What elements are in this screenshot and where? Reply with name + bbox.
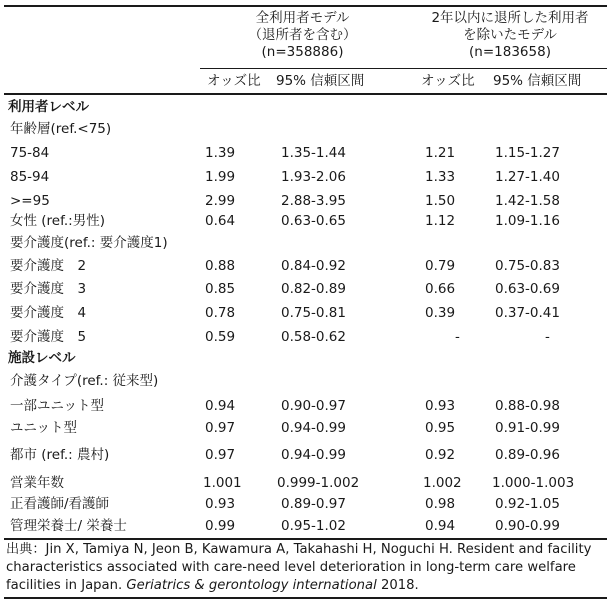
row-label: 正看護師/看護師 — [10, 496, 110, 512]
odds-ratio-1: 0.59 — [205, 329, 236, 345]
group1-title: 全利用者モデル — [255, 10, 350, 26]
citation-year: 2018. — [376, 578, 419, 593]
odds-ratio-2: 0.95 — [425, 420, 456, 436]
row-label: >=95 — [10, 193, 50, 209]
row-label: 要介護度(ref.: 要介護度1) — [10, 235, 168, 251]
ci-1: 0.94-0.99 — [281, 447, 346, 463]
source-citation — [6, 541, 606, 595]
odds-ratio-1: 0.97 — [205, 447, 236, 463]
odds-ratio-1: 0.99 — [205, 518, 236, 534]
row-label: 75-84 — [10, 145, 50, 161]
odds-ratio-1: 0.78 — [205, 305, 236, 321]
group1-n: (n=358886) — [261, 44, 344, 60]
odds-ratio-2: 0.98 — [425, 496, 456, 512]
group2-header — [415, 10, 605, 61]
ci-1: 0.90-0.97 — [281, 398, 346, 414]
odds-ratio-2: 1.12 — [425, 213, 456, 229]
ci-1: 0.94-0.99 — [281, 420, 346, 436]
ci-2: 0.89-0.96 — [495, 447, 560, 463]
ci-1: 0.95-1.02 — [281, 518, 346, 534]
odds-ratio-2: 0.39 — [425, 305, 456, 321]
ci-2: 0.37-0.41 — [495, 305, 560, 321]
odds-ratio-2: 1.21 — [425, 145, 456, 161]
row-label: 要介護度 5 — [10, 329, 87, 345]
ci-2: 1.09-1.16 — [495, 213, 560, 229]
odds-ratio-2: 1.50 — [425, 193, 456, 209]
citation-journal: Geriatrics & gerontology international — [126, 578, 377, 593]
ci-1: 0.58-0.62 — [281, 329, 346, 345]
odds-ratio-1: 1.99 — [205, 169, 236, 185]
ci-2: 1.15-1.27 — [495, 145, 560, 161]
odds-ratio-1: 0.93 — [205, 496, 236, 512]
row-label: 介護タイプ(ref.: 従来型) — [10, 373, 159, 389]
row-label: 要介護度 2 — [10, 258, 87, 274]
col-ci-1: 95% 信頼区間 — [276, 73, 365, 89]
odds-ratio-1: 0.94 — [205, 398, 236, 414]
ci-1: 0.75-0.81 — [281, 305, 346, 321]
row-label: 年齢層(ref.<75) — [10, 121, 112, 137]
odds-ratio-1: 1.001 — [203, 475, 242, 491]
row-label: ユニット型 — [10, 420, 77, 436]
row-label: 営業年数 — [10, 475, 64, 491]
ci-2: 0.90-0.99 — [495, 518, 560, 534]
group1-subtitle: （退所者を含む） — [248, 27, 357, 43]
section-facility-level: 施設レベル — [8, 350, 76, 366]
col-odds-1: オッズ比 — [207, 73, 261, 89]
odds-ratio-1: 1.39 — [205, 145, 236, 161]
odds-ratio-2: 1.002 — [423, 475, 462, 491]
ci-1: 0.84-0.92 — [281, 258, 346, 274]
ci-1: 0.999-1.002 — [277, 475, 360, 491]
ci-1: 1.35-1.44 — [281, 145, 346, 161]
ci-2: 0.92-1.05 — [495, 496, 560, 512]
ci-1: 1.93-2.06 — [281, 169, 346, 185]
row-label: 要介護度 3 — [10, 281, 87, 297]
ci-1: 2.88-3.95 — [281, 193, 346, 209]
row-label: 都市 (ref.: 農村) — [10, 447, 110, 463]
odds-ratio-2: 1.33 — [425, 169, 456, 185]
odds-ratio-2: 0.94 — [425, 518, 456, 534]
ci-2: 1.27-1.40 — [495, 169, 560, 185]
odds-ratio-1: 0.97 — [205, 420, 236, 436]
row-label: 女性 (ref.:男性) — [10, 213, 105, 229]
citation-text: 出典：Jin X, Tamiya N, Jeon B, Kawamura A, Takahashi H, Noguchi H. Resident and facility characteristics associated with care-need level deterioration in long-term care welfare facilities in Japan. — [6, 542, 592, 593]
ci-2: 1.000-1.003 — [492, 475, 575, 491]
odds-ratio-1: 0.64 — [205, 213, 236, 229]
row-label: 管理栄養士/ 栄養士 — [10, 518, 127, 534]
section-user-level: 利用者レベル — [8, 99, 89, 115]
header-mid-rule — [200, 68, 607, 69]
row-label: 85-94 — [10, 169, 50, 185]
group2-subtitle: を除いたモデル — [463, 27, 557, 43]
ci-1: 0.63-0.65 — [281, 213, 346, 229]
ci-2: 0.63-0.69 — [495, 281, 560, 297]
group2-n: (n=183658) — [469, 44, 551, 60]
col-odds-2: オッズ比 — [421, 73, 475, 89]
odds-ratio-2: 0.93 — [425, 398, 456, 414]
ci-2: - — [545, 329, 550, 345]
odds-ratio-2: - — [455, 329, 460, 345]
row-label: 要介護度 4 — [10, 305, 87, 321]
odds-ratio-2: 0.92 — [425, 447, 456, 463]
col-ci-2: 95% 信頼区間 — [493, 73, 582, 89]
ci-2: 0.91-0.99 — [495, 420, 560, 436]
odds-ratio-1: 0.88 — [205, 258, 236, 274]
group1-header — [205, 10, 400, 61]
odds-ratio-1: 0.85 — [205, 281, 236, 297]
ci-1: 0.82-0.89 — [281, 281, 346, 297]
row-label: 一部ユニット型 — [10, 398, 104, 414]
ci-2: 0.75-0.83 — [495, 258, 560, 274]
odds-ratio-2: 0.79 — [425, 258, 456, 274]
ci-1: 0.89-0.97 — [281, 496, 346, 512]
group2-title: 2年以内に退所した利用者 — [431, 10, 589, 26]
ci-2: 0.88-0.98 — [495, 398, 560, 414]
header-bottom-rule — [4, 93, 607, 95]
top-rule — [4, 5, 607, 7]
footer-bottom-rule — [4, 597, 607, 599]
odds-ratio-2: 0.66 — [425, 281, 456, 297]
ci-2: 1.42-1.58 — [495, 193, 560, 209]
body-bottom-rule — [4, 538, 607, 540]
odds-ratio-1: 2.99 — [205, 193, 236, 209]
